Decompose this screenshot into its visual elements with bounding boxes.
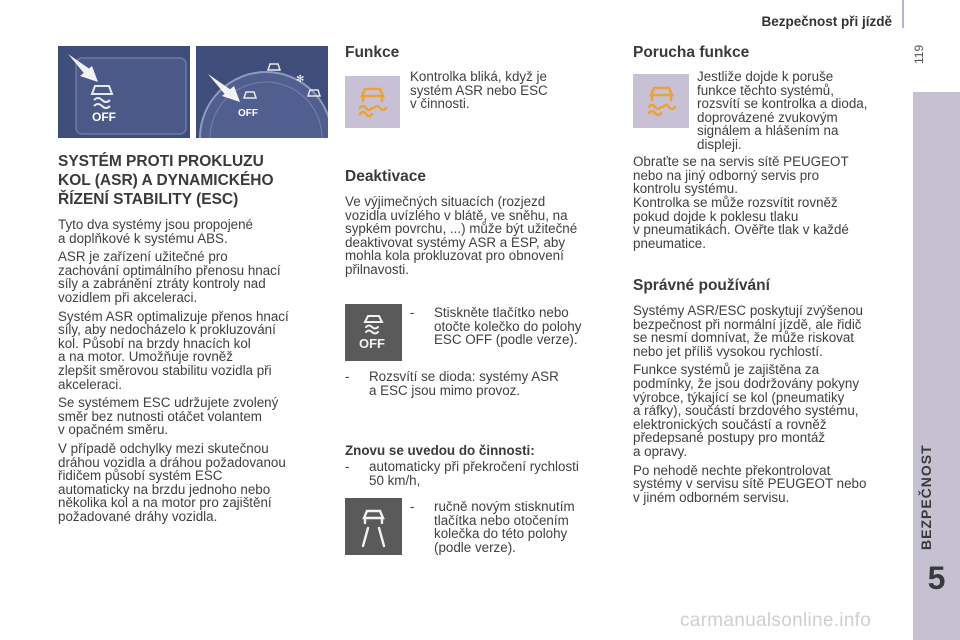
esc-off-button-icon-box [345,304,402,361]
step-led [345,370,625,397]
page-number-text: 119 [912,44,926,64]
funkce-text: Kontrolka bliká, když je systém ASR nebo ESC v činnosti. [410,69,548,112]
porucha-tyre-text: Kontrolka se může rozsvítit rovněž pokud dojde k poklesu tlaku v pneumatikách. Ověřte tlak v každé pneumatice. [633,195,849,251]
watermark: carmanualsonline.info [680,610,872,631]
porucha-text: Jestliže dojde k poruše funkce těchto systémů, rozsvítí se kontrolka a dioda, doprovázené zvukovým signálem a hlášením na displeji. [697,69,868,152]
paragraph-asr: ASR je zařízení užitečné pro zachování optimálního přenosu hnací síly a zabránění ztráty kontroly nad vozidlem při akceleraci. [58,249,281,305]
deaktivace-text: Ve výjimečných situacích (rozjezd vozidla uvízlého v blátě, ve sněhu, na sypkém povrchu, ...) může být užitečné deaktivovat systémy ASR a ESP, aby mohla kola prokluzovat pro obnovení přilnavosti. [345,194,578,277]
step-press-button [410,306,620,347]
chapter-label-text: BEZPEČNOST [918,444,934,550]
paragraph-deviation: V případě odchylky mezi skutečnou dráhou vozidla a dráhou požadovanou řidičem působí systém ESC automaticky na brzdu jednoho nebo několika kol a na motor pro zajištění požadované dráhy vozidla. [58,440,286,524]
button-photo-left-graphic [58,46,190,138]
reactivate-manual-text: ručně novým stisknutím tlačítka nebo otočením kolečka do této polohy (podle verze). [434,499,575,555]
asr-fault-icon [633,74,689,128]
photo-off-label-1: OFF [92,110,116,124]
header-divider [902,0,904,28]
porucha-service-text: Obraťte se na servis sítě PEUGEOT nebo na jiný odborný servis pro kontrolu systému. [633,154,849,197]
reactivate-manual [410,500,620,554]
esc-off-icon [345,304,402,361]
paragraph-intro: Tyto dva systémy jsou propojené a doplňkové k systému ABS. [58,217,254,246]
heading-spravne: Správné používání [633,277,770,294]
esc-off-button-label: OFF [359,336,385,351]
spravne-paragraph-1: Systémy ASR/ESC poskytují zvýšenou bezpečnost při normální jízdě, ale řidič se nesmí domnívat, že může riskovat nebo jet příliš vysokou rychlostí. [633,303,863,359]
heading-reactivate: Znovu se uvedou do činnosti: [345,443,535,458]
paragraph-esc: Se systémem ESC udržujete zvolený směr bez nutnosti otáčet volantem v opačném směru. [58,395,279,438]
spravne-paragraph-2: Funkce systémů je zajištěna za podmínky, že jsou dodržovány pokyny výrobce, týkající se kol (pneumatiky a ráfky), součástí brzdového systému, elektronických součástí a rovněž předepsané postupy pro montáž a opravy. [633,362,860,459]
left-column [58,152,328,528]
photo-off-label-2: OFF [238,108,258,119]
chapter-sidebar [913,92,960,640]
fault-warning-icon-box [633,74,689,128]
chapter-number: 5 [927,560,946,596]
asr-warning-icon-box [345,76,400,128]
button-photo-right-graphic [196,46,328,138]
traction-control-icon [345,498,402,555]
heading-deaktivace: Deaktivace [345,168,427,185]
reactivate-auto [345,460,630,487]
heading-funkce: Funkce [345,44,400,61]
page-header-title: Bezpečnost při jízdě [761,14,892,29]
dash-1: - [410,305,415,320]
dash-4: - [410,499,415,514]
section-title: SYSTÉM PROTI PROKLUZU KOL (ASR) A DYNAMICKÉHO ŘÍZENÍ STABILITY (ESC) [58,153,274,208]
asr-warning-icon [345,76,400,128]
step-press-button-text: Stiskněte tlačítko nebo otočte kolečko do polohy ESC OFF (podle verze). [434,305,582,348]
button-photo-right [196,46,328,138]
heading-porucha: Porucha funkce [633,44,750,61]
paragraph-asr-optimization: Systém ASR optimalizuje přenos hnací síly, aby nedocházelo k prokluzování kol. Působí na brzdy hnacích kol a na motor. Umožňuje rovněž zlepšit směrovou stabilitu vozidla při akceleraci. [58,308,289,392]
reactivate-icon-box [345,498,402,555]
reactivate-auto-text: automaticky při překročení rychlosti 50 km/h, [369,459,579,488]
spravne-body [633,304,908,509]
spravne-paragraph-3: Po nehodě nechte překontrolovat systémy v servisu sítě PEUGEOT nebo v jiném odborném servisu. [633,462,867,505]
dash-3: - [345,459,350,474]
button-photo-left [58,46,190,138]
dash-2: - [345,369,350,384]
svg-text:✻: ✻ [296,74,305,85]
step-led-text: Rozsvítí se dioda: systémy ASR a ESC jsou mimo provoz. [369,369,559,398]
